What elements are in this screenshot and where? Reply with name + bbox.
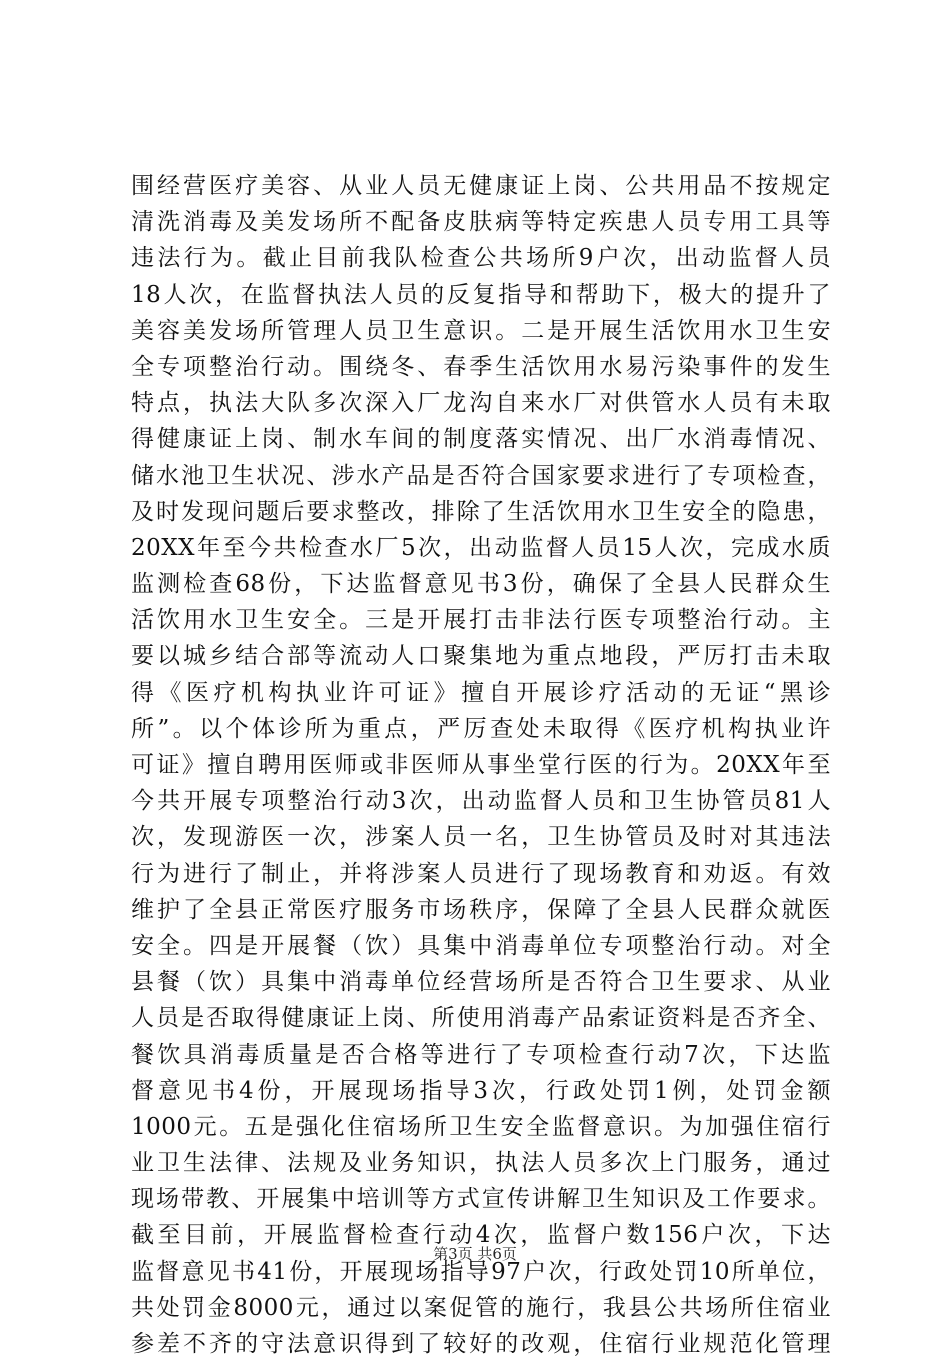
text-line: 18人次，在监督执法人员的反复指导和帮助下，极大的提升了 — [131, 281, 831, 308]
text-line: 业卫生法律、法规及业务知识，执法人员多次上门服务，通过 — [131, 1150, 831, 1177]
text-line: 监测检查68份，下达监督意见书3份，确保了全县人民群众生 — [131, 571, 831, 598]
text-line: 餐饮具消毒质量是否合格等进行了专项检查行动7次，下达监 — [131, 1041, 831, 1068]
text-line: 要以城乡结合部等流动人口聚集地为重点地段，严厉打击未取 — [131, 643, 831, 670]
text-line: 储水池卫生状况、涉水产品是否符合国家要求进行了专项检查， — [131, 462, 831, 489]
text-line: 及时发现问题后要求整改，排除了生活饮用水卫生安全的隐患， — [131, 498, 831, 525]
text-line: 清洗消毒及美发场所不配备皮肤病等特定疾患人员专用工具等 — [131, 209, 831, 236]
text-line: 特点，执法大队多次深入厂龙沟自来水厂对供管水人员有未取 — [131, 390, 831, 417]
text-line: 得健康证上岗、制水车间的制度落实情况、出厂水消毒情况、 — [131, 426, 831, 453]
text-line: 人员是否取得健康证上岗、所使用消毒产品索证资料是否齐全、 — [131, 1005, 831, 1032]
body-paragraph — [131, 168, 831, 1362]
text-line: 围经营医疗美容、从业人员无健康证上岗、公共用品不按规定 — [131, 173, 831, 199]
text-line: 活饮用水卫生安全。三是开展打击非法行医专项整治行动。主 — [131, 607, 831, 634]
text-line: 监督意见书41份，开展现场指导97户次，行政处罚10所单位， — [131, 1258, 831, 1285]
text-line: 全专项整治行动。围绕冬、春季生活饮用水易污染事件的发生 — [131, 353, 831, 380]
text-line: 维护了全县正常医疗服务市场秩序，保障了全县人民群众就医 — [131, 896, 831, 923]
text-line: 参差不齐的守法意识得到了较好的改观，住宿行业规范化管理 — [131, 1331, 831, 1357]
text-line: 可证》擅自聘用医师或非医师从事坐堂行医的行为。20XX年至 — [131, 752, 831, 778]
text-line: 20XX年至今共检查水厂5次，出动监督人员15人次，完成水质 — [131, 534, 831, 561]
text-line: 安全。四是开展餐（饮）具集中消毒单位专项整治行动。对全 — [131, 932, 831, 959]
text-line: 截至目前，开展监督检查行动4次，监督户数156户次，下达 — [131, 1222, 831, 1249]
page-number: 第3页 共6页 — [433, 1245, 517, 1263]
text-line: 县餐（饮）具集中消毒单位经营场所是否符合卫生要求、从业 — [131, 969, 831, 996]
text-line: 行为进行了制止，并将涉案人员进行了现场教育和劝返。有效 — [131, 860, 831, 887]
text-line: 次，发现游医一次，涉案人员一名，卫生协管员及时对其违法 — [131, 824, 831, 851]
text-line: 得《医疗机构执业许可证》擅自开展诊疗活动的无证“黑诊 — [131, 679, 831, 706]
text-line: 今共开展专项整治行动3次，出动监督人员和卫生协管员81人 — [131, 788, 831, 815]
page-footer — [0, 1244, 950, 1264]
text-line: 现场带教、开展集中培训等方式宣传讲解卫生知识及工作要求。 — [131, 1186, 831, 1213]
text-line: 1000元。五是强化住宿场所卫生安全监督意识。为加强住宿行 — [131, 1113, 831, 1140]
text-line: 所”。以个体诊所为重点，严厉查处未取得《医疗机构执业许 — [131, 715, 831, 742]
text-line: 违法行为。截止目前我队检查公共场所9户次，出动监督人员 — [131, 245, 831, 272]
text-line: 美容美发场所管理人员卫生意识。二是开展生活饮用水卫生安 — [131, 317, 831, 344]
text-line: 督意见书4份，开展现场指导3次，行政处罚1例，处罚金额 — [131, 1077, 831, 1104]
text-line: 共处罚金8000元，通过以案促管的施行，我县公共场所住宿业 — [131, 1294, 831, 1321]
